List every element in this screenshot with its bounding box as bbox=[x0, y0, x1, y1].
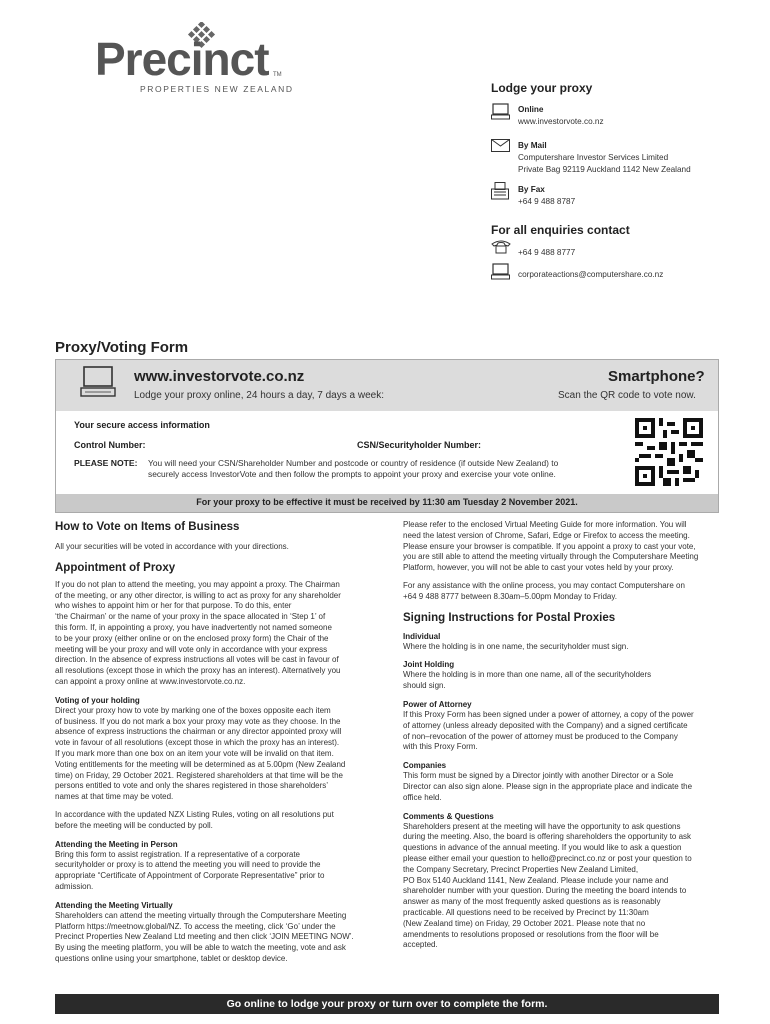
poa-line: with this Proxy Form. bbox=[403, 742, 478, 752]
right-column bbox=[403, 520, 723, 951]
online-url[interactable]: www.investorvote.co.nz bbox=[518, 117, 604, 126]
deadline-text: For your proxy to be effective it must be received by 11:30 am Tuesday 2 November 2021. bbox=[196, 497, 578, 507]
virtual-guide-line: Please refer to the enclosed Virtual Meeting Guide for more information. You will bbox=[403, 520, 687, 529]
attend-virtual-heading: Attending the Meeting Virtually bbox=[55, 900, 173, 910]
companies-line: office held. bbox=[403, 792, 442, 802]
comments-line: the Company Secretary, Precinct Properties New Zealand Limited, bbox=[403, 864, 639, 874]
enquiries-heading: For all enquiries contact bbox=[491, 223, 630, 237]
computer-icon bbox=[491, 103, 511, 120]
envelope-icon bbox=[491, 139, 511, 153]
assistance-text bbox=[403, 581, 723, 603]
attend-person-heading: Attending the Meeting in Person bbox=[55, 839, 178, 849]
attend-person-text bbox=[55, 850, 375, 893]
comments-line: practicable. All questions need to be received by Precinct by 11:30am bbox=[403, 907, 649, 917]
computer-icon bbox=[491, 263, 511, 280]
voting-line: persons entitled to vote and only the shares registered in those shareholders’ bbox=[55, 781, 329, 791]
voting-line: If you mark more than one box on an item your vote will be invalid on that item. bbox=[55, 748, 334, 758]
voting-line: vote in favour of all resolutions (except those in which the proxy has an interest). bbox=[55, 738, 340, 748]
companies-line: This form must be signed by a Director jointly with another Director or a Sole bbox=[403, 771, 674, 781]
mail-line2: Private Bag 92119 Auckland 1142 New Zealand bbox=[518, 165, 691, 174]
voting-line: names at that time may be voted. bbox=[55, 792, 174, 802]
joint-heading: Joint Holding bbox=[403, 660, 455, 670]
how-to-vote-text: All your securities will be voted in accordance with your directions. bbox=[55, 542, 289, 551]
voting-line: Direct your proxy how to vote by marking one of the boxes opposite each item bbox=[55, 705, 331, 715]
comments-line: Shareholders present at the meeting will have the opportunity to ask questions bbox=[403, 821, 681, 831]
please-note-label: PLEASE NOTE: bbox=[74, 458, 138, 468]
virtual-guide-line: Please ensure your browser is compatible. If you appoint a proxy to cast your vote, bbox=[403, 541, 696, 551]
appointment-line: ‘the Chairman’ or the name of your proxy in the space allocated in ‘Step 1’ of bbox=[55, 612, 326, 622]
fax-label: By Fax bbox=[518, 185, 545, 194]
attend-virtual-line: Precinct Properties New Zealand Ltd meeting and then click ‘JOIN MEETING NOW’. bbox=[55, 932, 354, 942]
enquiries-email[interactable]: corporateactions@computershare.co.nz bbox=[518, 270, 664, 279]
comments-line: please either email your question to hello@precinct.co.nz or post your question to bbox=[403, 853, 692, 863]
precinct-logo bbox=[95, 22, 295, 102]
left-column bbox=[55, 521, 375, 965]
enquiries-phone: +64 9 488 8777 bbox=[518, 248, 576, 257]
virtual-guide-line: Platform, however, you will not be able to cast your votes held by your proxy. bbox=[403, 563, 674, 573]
virtual-guide-line: need the latest version of Chrome, Safari, Edge or Firefox to access the meeting. bbox=[403, 530, 690, 540]
voting-line: of business. If you do not mark a box your proxy may vote as they choose. In the bbox=[55, 716, 341, 726]
smartphone-heading: Smartphone? bbox=[608, 368, 705, 385]
poa-line: If this Proxy Form has been signed under a power of attorney, a copy of the power bbox=[403, 709, 694, 719]
virtual-guide-line: you are still able to attend the meeting virtually through the Computershare Meeting bbox=[403, 552, 699, 562]
attend-virtual-line: Platform https://meetnow.global/NZ. To access the meeting, click ‘Go’ under the bbox=[55, 921, 336, 931]
comments-line: answer as many of the most frequently asked questions as is reasonably bbox=[403, 897, 661, 907]
appointment-line: all resolutions (except those in which the proxy has an interest). Alternatively you bbox=[55, 666, 341, 676]
comments-line: shareholder number with your question. During the meeting the board intends to bbox=[403, 886, 687, 896]
attend-virtual-text bbox=[55, 911, 375, 965]
form-title: Proxy/Voting Form bbox=[55, 339, 189, 356]
mail-label: By Mail bbox=[518, 141, 547, 150]
signing-heading: Signing Instructions for Postal Proxies bbox=[403, 611, 616, 624]
appointment-line: meeting will be your proxy and will vote only in accordance with your express bbox=[55, 644, 328, 654]
companies-heading: Companies bbox=[403, 761, 447, 771]
attend-virtual-line: Shareholders can attend the meeting virtually through the Computershare Meeting bbox=[55, 910, 347, 920]
mail-line1: Computershare Investor Services Limited bbox=[518, 153, 669, 162]
logo-subtitle: PROPERTIES NEW ZEALAND bbox=[140, 84, 294, 94]
footer-banner: Go online to lodge your proxy or turn over to complete the form. bbox=[55, 994, 719, 1014]
voting-text bbox=[55, 706, 375, 803]
logo-trademark: TM bbox=[273, 72, 282, 78]
joint-line: should sign. bbox=[403, 681, 446, 691]
comments-line: accepted. bbox=[403, 940, 438, 950]
csn-label: CSN/Securityholder Number: bbox=[357, 440, 482, 450]
comments-line: questions in advance of the annual meeting. If you would like to ask a question bbox=[403, 843, 682, 853]
logo-wordmark: Precinct bbox=[95, 33, 269, 85]
laptop-icon bbox=[80, 366, 116, 398]
poa-heading: Power of Attorney bbox=[403, 699, 472, 709]
how-to-vote-heading: How to Vote on Items of Business bbox=[55, 521, 240, 533]
appointment-text bbox=[55, 580, 375, 688]
online-label: Online bbox=[518, 105, 544, 114]
appointment-line: who wishes to appoint him or her for that purpose. To do this, enter bbox=[55, 601, 292, 611]
joint-line: Where the holding is in more than one name, all of the securityholders bbox=[403, 670, 652, 680]
voting-line: absence of express instructions the chairman or any director appointed proxy will bbox=[55, 727, 342, 737]
assistance-line: +64 9 488 8777 between 8.30am–5.00pm Monday to Friday. bbox=[403, 591, 617, 601]
nzx-line: In accordance with the updated NZX Listing Rules, voting on all resolutions put bbox=[55, 809, 334, 819]
please-note-line1: You will need your CSN/Shareholder Number and postcode or country of residence (if outside New Zealand) to bbox=[148, 458, 559, 468]
nzx-line: before the meeting will be conducted by poll. bbox=[55, 820, 213, 830]
poa-line: of non–revocation of the power of attorney must be produced to the Company bbox=[403, 731, 678, 741]
appointment-line: If you do not plan to attend the meeting, you may appoint a proxy. The Chairman bbox=[55, 579, 340, 589]
investorvote-subtext: Lodge your proxy online, 24 hours a day, 7 days a week: bbox=[134, 390, 384, 401]
fax-number: +64 9 488 8787 bbox=[518, 197, 576, 206]
fax-icon bbox=[491, 182, 509, 200]
control-number-label: Control Number: bbox=[74, 440, 146, 450]
individual-text: Where the holding is in one name, the securityholder must sign. bbox=[403, 641, 629, 651]
voting-line: time) on Friday, 29 October 2021. Registered shareholders at that time will be the bbox=[55, 770, 343, 780]
attend-person-line: appropriate “Certificate of Appointment of Corporate Representative” prior to bbox=[55, 871, 325, 881]
voting-heading: Voting of your holding bbox=[55, 695, 140, 705]
comments-line: (New Zealand time) on Friday, 29 October 2021. Please note that no bbox=[403, 918, 646, 928]
attend-virtual-line: questions online using your smartphone, tablet or desktop device. bbox=[55, 953, 288, 963]
companies-line: Director can also sign alone. Please sign in the appropriate place and indicate the bbox=[403, 781, 693, 791]
voting-line: Voting entitlements for the meeting will be determined as at 5.00pm (New Zealand bbox=[55, 759, 346, 769]
secure-heading: Your secure access information bbox=[74, 420, 210, 430]
comments-line: PO Box 5140 Auckland 1141, New Zealand. Please include your name and bbox=[403, 875, 669, 885]
individual-heading: Individual bbox=[403, 631, 441, 641]
poa-line: of attorney (unless already deposited with the Company) and a signed certificate bbox=[403, 720, 688, 730]
lodge-heading: Lodge your proxy bbox=[491, 81, 593, 95]
attend-person-line: securityholder or proxy is to attend the meeting you will need to provide the bbox=[55, 860, 321, 870]
comments-line: during the meeting. Also, the board is offering shareholders the opportunity to ask bbox=[403, 832, 692, 842]
appointment-line: can appoint a proxy online at www.investorvote.co.nz. bbox=[55, 676, 246, 686]
please-note-line2: securely access InvestorVote and then follow the prompts to appoint your proxy and exercise your vote online. bbox=[148, 469, 556, 479]
qr-code[interactable] bbox=[635, 418, 703, 486]
attend-virtual-line: By using the meeting platform, you will be able to watch the meeting, vote and ask bbox=[55, 943, 346, 953]
appointment-line: of the meeting, or any other director, is willing to act as proxy for any shareholder bbox=[55, 590, 341, 600]
comments-heading: Comments & Questions bbox=[403, 811, 494, 821]
appointment-heading: Appointment of Proxy bbox=[55, 561, 176, 574]
nzx-text bbox=[55, 810, 375, 832]
appointment-line: direction. In the absence of express instructions all votes will be cast in favour of bbox=[55, 655, 339, 665]
telephone-icon bbox=[491, 240, 511, 254]
smartphone-subtext: Scan the QR code to vote now. bbox=[558, 390, 696, 401]
assistance-line: For any assistance with the online process, you may contact Computershare on bbox=[403, 580, 685, 590]
attend-person-line: Bring this form to assist registration. If a representative of a corporate bbox=[55, 849, 300, 859]
comments-line: amendments to resolutions proposed or resolutions from the floor will be bbox=[403, 929, 659, 939]
investorvote-url[interactable]: www.investorvote.co.nz bbox=[134, 368, 305, 385]
appointment-line: this form. If, in appointing a proxy, you have inadvertently not named someone bbox=[55, 622, 332, 632]
attend-person-line: admission. bbox=[55, 881, 94, 891]
virtual-guide-text bbox=[403, 520, 723, 574]
appointment-line: to be your proxy (either online or on the enclosed proxy form) the Chair of the bbox=[55, 633, 329, 643]
